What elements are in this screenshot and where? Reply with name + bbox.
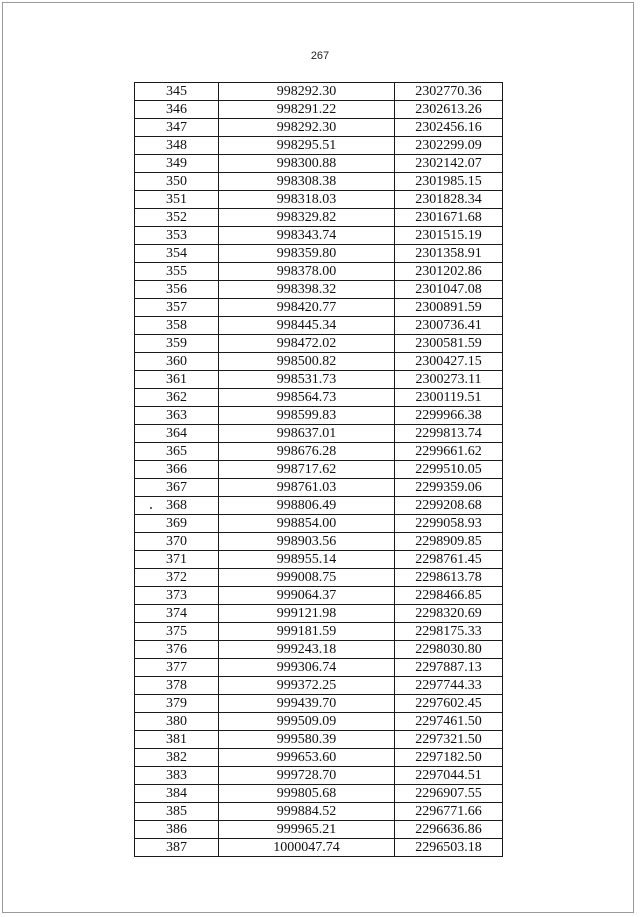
point-number-cell: 351 [135, 191, 219, 209]
y-coordinate-cell: 2297887.13 [395, 659, 503, 677]
x-coordinate-cell: 999121.98 [219, 605, 395, 623]
point-number-cell: 366 [135, 461, 219, 479]
x-coordinate-cell: 998308.38 [219, 173, 395, 191]
point-number-cell: 350 [135, 173, 219, 191]
y-coordinate-cell: 2296503.18 [395, 839, 503, 857]
point-number-cell: 358 [135, 317, 219, 335]
page-number: 267 [310, 50, 330, 62]
y-coordinate-cell: 2299208.68 [395, 497, 503, 515]
table-row [135, 155, 503, 173]
point-number-cell: 362 [135, 389, 219, 407]
x-coordinate-cell: 998291.22 [219, 101, 395, 119]
table-row [135, 587, 503, 605]
table-row [135, 209, 503, 227]
x-coordinate-cell: 998637.01 [219, 425, 395, 443]
x-coordinate-cell: 998318.03 [219, 191, 395, 209]
x-coordinate-cell: 998676.28 [219, 443, 395, 461]
x-coordinate-cell: 999306.74 [219, 659, 395, 677]
x-coordinate-cell: 999884.52 [219, 803, 395, 821]
table-row [135, 659, 503, 677]
point-number-cell: 346 [135, 101, 219, 119]
y-coordinate-cell: 2296636.86 [395, 821, 503, 839]
table-row [135, 713, 503, 731]
table-row [135, 443, 503, 461]
table-row [135, 497, 503, 515]
x-coordinate-cell: 998398.32 [219, 281, 395, 299]
x-coordinate-cell: 999181.59 [219, 623, 395, 641]
point-number-cell: 353 [135, 227, 219, 245]
x-coordinate-cell: 998292.30 [219, 83, 395, 101]
table-row [135, 803, 503, 821]
table-row [135, 371, 503, 389]
y-coordinate-cell: 2297602.45 [395, 695, 503, 713]
y-coordinate-cell: 2301515.19 [395, 227, 503, 245]
x-coordinate-cell: 998295.51 [219, 137, 395, 155]
table-row [135, 335, 503, 353]
x-coordinate-cell: 998359.80 [219, 245, 395, 263]
point-number-cell: 383 [135, 767, 219, 785]
y-coordinate-cell: 2302456.16 [395, 119, 503, 137]
x-coordinate-cell: 999064.37 [219, 587, 395, 605]
table-row [135, 425, 503, 443]
x-coordinate-cell: 998854.00 [219, 515, 395, 533]
x-coordinate-cell: 999580.39 [219, 731, 395, 749]
x-coordinate-cell: 998292.30 [219, 119, 395, 137]
table-row [135, 479, 503, 497]
y-coordinate-cell: 2299813.74 [395, 425, 503, 443]
point-number-cell: 368 [135, 497, 219, 515]
y-coordinate-cell: 2301671.68 [395, 209, 503, 227]
y-coordinate-cell: 2299359.06 [395, 479, 503, 497]
point-number-cell: 373 [135, 587, 219, 605]
x-coordinate-cell: 999653.60 [219, 749, 395, 767]
point-number-cell: 384 [135, 785, 219, 803]
x-coordinate-cell: 999243.18 [219, 641, 395, 659]
x-coordinate-cell: 1000047.74 [219, 839, 395, 857]
y-coordinate-cell: 2299966.38 [395, 407, 503, 425]
table-row [135, 461, 503, 479]
y-coordinate-cell: 2300273.11 [395, 371, 503, 389]
y-coordinate-cell: 2302613.26 [395, 101, 503, 119]
point-number-cell: 376 [135, 641, 219, 659]
table-row [135, 101, 503, 119]
y-coordinate-cell: 2299661.62 [395, 443, 503, 461]
x-coordinate-cell: 998500.82 [219, 353, 395, 371]
table-row [135, 821, 503, 839]
y-coordinate-cell: 2300736.41 [395, 317, 503, 335]
point-number-cell: 348 [135, 137, 219, 155]
point-number-cell: 357 [135, 299, 219, 317]
table-row [135, 677, 503, 695]
table-row [135, 353, 503, 371]
y-coordinate-cell: 2298613.78 [395, 569, 503, 587]
point-number-cell: 345 [135, 83, 219, 101]
x-coordinate-cell: 998903.56 [219, 533, 395, 551]
table-row [135, 119, 503, 137]
point-number-cell: 377 [135, 659, 219, 677]
point-number-cell: 374 [135, 605, 219, 623]
y-coordinate-cell: 2300427.15 [395, 353, 503, 371]
x-coordinate-cell: 998564.73 [219, 389, 395, 407]
scan-speck [150, 507, 152, 509]
y-coordinate-cell: 2298761.45 [395, 551, 503, 569]
point-number-cell: 369 [135, 515, 219, 533]
table-row [135, 623, 503, 641]
point-number-cell: 354 [135, 245, 219, 263]
point-number-cell: 352 [135, 209, 219, 227]
y-coordinate-cell: 2298175.33 [395, 623, 503, 641]
point-number-cell: 379 [135, 695, 219, 713]
table-row [135, 641, 503, 659]
point-number-cell: 385 [135, 803, 219, 821]
point-number-cell: 386 [135, 821, 219, 839]
coordinates-table-body [135, 83, 503, 857]
x-coordinate-cell: 998761.03 [219, 479, 395, 497]
y-coordinate-cell: 2299510.05 [395, 461, 503, 479]
y-coordinate-cell: 2297744.33 [395, 677, 503, 695]
point-number-cell: 359 [135, 335, 219, 353]
y-coordinate-cell: 2301202.86 [395, 263, 503, 281]
point-number-cell: 365 [135, 443, 219, 461]
table-row [135, 263, 503, 281]
point-number-cell: 387 [135, 839, 219, 857]
table-row [135, 317, 503, 335]
x-coordinate-cell: 999728.70 [219, 767, 395, 785]
table-row [135, 749, 503, 767]
table-row [135, 839, 503, 857]
y-coordinate-cell: 2301985.15 [395, 173, 503, 191]
table-row [135, 767, 503, 785]
table-row [135, 389, 503, 407]
point-number-cell: 361 [135, 371, 219, 389]
point-number-cell: 378 [135, 677, 219, 695]
table-row [135, 227, 503, 245]
point-number-cell: 382 [135, 749, 219, 767]
x-coordinate-cell: 999509.09 [219, 713, 395, 731]
x-coordinate-cell: 998378.00 [219, 263, 395, 281]
point-number-cell: 349 [135, 155, 219, 173]
x-coordinate-cell: 999965.21 [219, 821, 395, 839]
x-coordinate-cell: 998717.62 [219, 461, 395, 479]
y-coordinate-cell: 2297321.50 [395, 731, 503, 749]
x-coordinate-cell: 999439.70 [219, 695, 395, 713]
x-coordinate-cell: 998445.34 [219, 317, 395, 335]
x-coordinate-cell: 998343.74 [219, 227, 395, 245]
y-coordinate-cell: 2300891.59 [395, 299, 503, 317]
table-row [135, 245, 503, 263]
table-row [135, 695, 503, 713]
point-number-cell: 375 [135, 623, 219, 641]
table-row [135, 785, 503, 803]
point-number-cell: 355 [135, 263, 219, 281]
point-number-cell: 372 [135, 569, 219, 587]
table-row [135, 731, 503, 749]
x-coordinate-cell: 999805.68 [219, 785, 395, 803]
table-row [135, 605, 503, 623]
y-coordinate-cell: 2297044.51 [395, 767, 503, 785]
point-number-cell: 364 [135, 425, 219, 443]
y-coordinate-cell: 2301828.34 [395, 191, 503, 209]
table-row [135, 407, 503, 425]
x-coordinate-cell: 998806.49 [219, 497, 395, 515]
x-coordinate-cell: 998329.82 [219, 209, 395, 227]
y-coordinate-cell: 2297461.50 [395, 713, 503, 731]
x-coordinate-cell: 999372.25 [219, 677, 395, 695]
x-coordinate-cell: 998599.83 [219, 407, 395, 425]
point-number-cell: 347 [135, 119, 219, 137]
table-row [135, 299, 503, 317]
point-number-cell: 380 [135, 713, 219, 731]
y-coordinate-cell: 2302770.36 [395, 83, 503, 101]
y-coordinate-cell: 2300119.51 [395, 389, 503, 407]
table-row [135, 137, 503, 155]
y-coordinate-cell: 2301047.08 [395, 281, 503, 299]
y-coordinate-cell: 2302142.07 [395, 155, 503, 173]
x-coordinate-cell: 998472.02 [219, 335, 395, 353]
table-row [135, 281, 503, 299]
y-coordinate-cell: 2297182.50 [395, 749, 503, 767]
y-coordinate-cell: 2298320.69 [395, 605, 503, 623]
y-coordinate-cell: 2298030.80 [395, 641, 503, 659]
table-row [135, 515, 503, 533]
table-row [135, 173, 503, 191]
point-number-cell: 381 [135, 731, 219, 749]
y-coordinate-cell: 2296771.66 [395, 803, 503, 821]
table-row [135, 551, 503, 569]
point-number-cell: 356 [135, 281, 219, 299]
point-number-cell: 371 [135, 551, 219, 569]
y-coordinate-cell: 2296907.55 [395, 785, 503, 803]
x-coordinate-cell: 999008.75 [219, 569, 395, 587]
x-coordinate-cell: 998955.14 [219, 551, 395, 569]
y-coordinate-cell: 2298909.85 [395, 533, 503, 551]
x-coordinate-cell: 998300.88 [219, 155, 395, 173]
point-number-cell: 360 [135, 353, 219, 371]
y-coordinate-cell: 2300581.59 [395, 335, 503, 353]
table-row [135, 533, 503, 551]
y-coordinate-cell: 2299058.93 [395, 515, 503, 533]
y-coordinate-cell: 2302299.09 [395, 137, 503, 155]
point-number-cell: 370 [135, 533, 219, 551]
table-row [135, 83, 503, 101]
y-coordinate-cell: 2301358.91 [395, 245, 503, 263]
table-row [135, 191, 503, 209]
point-number-cell: 367 [135, 479, 219, 497]
x-coordinate-cell: 998531.73 [219, 371, 395, 389]
point-number-cell: 363 [135, 407, 219, 425]
y-coordinate-cell: 2298466.85 [395, 587, 503, 605]
x-coordinate-cell: 998420.77 [219, 299, 395, 317]
table-row [135, 569, 503, 587]
coordinates-table [134, 82, 503, 857]
